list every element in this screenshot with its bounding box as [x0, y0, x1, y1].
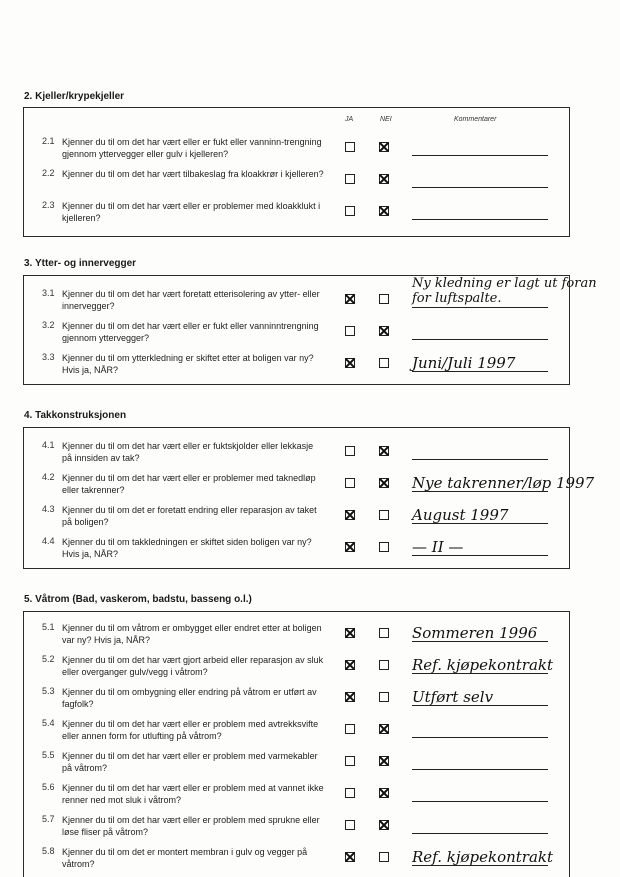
question-text: Kjenner du til om det er foretatt endring eller reparasjon av taket på boligen? [62, 505, 317, 527]
comment-line [412, 737, 548, 738]
comment-handwritten[interactable]: Utført selv [412, 688, 494, 706]
checkbox-ja[interactable] [345, 724, 355, 734]
checkbox-ja[interactable] [345, 326, 355, 336]
question-text: Kjenner du til om det har vært eller er fuktskjolder eller lekkasje på innsiden av tak? [62, 441, 314, 463]
question-text: Kjenner du til om ytterkledning er skiftet etter at boligen var ny? Hvis ja, NÅR? [62, 353, 314, 375]
question-row [24, 196, 571, 228]
question-row [24, 650, 571, 682]
question-number: 5.7 [42, 814, 55, 824]
question-text: Kjenner du til om takkledningen er skiftet siden boligen var ny? Hvis ja, NÅR? [62, 537, 312, 559]
question-number: 5.5 [42, 750, 55, 760]
checkbox-ja[interactable] [345, 510, 355, 520]
question-text: Kjenner du til om det har vært eller er problemer med kloakklukt i kjelleren? [62, 201, 321, 223]
question-text: Kjenner du til om det har vært gjort arbeid eller reparasjon av sluk eller overganger gulv/vegg i våtrom? [62, 655, 324, 677]
checkbox-ja[interactable] [345, 174, 355, 184]
section-box [23, 275, 597, 385]
comment-handwritten[interactable]: Juni/Juli 1997 [412, 354, 516, 372]
question-text: Kjenner du til om det har vært eller er problem med sprukne eller løse fliser på våtrom? [62, 815, 320, 837]
question-number: 5.6 [42, 782, 55, 792]
section-box [23, 427, 595, 569]
question-text: Kjenner du til om det har vært eller er problem med avtrekksvifte eller annen form for utlufting på våtrom? [62, 719, 319, 741]
section-title: 4. Takkonstruksjonen [24, 410, 127, 421]
checkbox-ja[interactable] [345, 478, 355, 488]
checkbox-nei[interactable] [379, 788, 389, 798]
question-number: 2.2 [42, 168, 55, 178]
checkbox-ja[interactable] [345, 446, 355, 456]
section-title: 5. Våtrom (Bad, vaskerom, badstu, basseng o.l.) [24, 594, 252, 605]
comment-handwritten[interactable]: August 1997 [412, 506, 509, 524]
checkbox-nei[interactable] [379, 478, 389, 488]
checkbox-ja[interactable] [345, 358, 355, 368]
checkbox-nei[interactable] [379, 446, 389, 456]
comment-line [412, 187, 548, 188]
checkbox-ja[interactable] [345, 206, 355, 216]
checkbox-nei[interactable] [379, 852, 389, 862]
section-title: 3. Ytter- og innervegger [24, 258, 137, 269]
comment-line [412, 339, 548, 340]
checkbox-nei[interactable] [379, 628, 389, 638]
checkbox-nei[interactable] [379, 724, 389, 734]
comment-line [412, 155, 548, 156]
section-box [23, 107, 570, 237]
checkbox-nei[interactable] [379, 142, 389, 152]
question-row [24, 436, 571, 468]
section-title: 2. Kjeller/krypekjeller [24, 91, 125, 102]
question-row [24, 682, 571, 714]
checkbox-ja[interactable] [345, 142, 355, 152]
question-number: 4.2 [42, 472, 55, 482]
question-number: 3.2 [42, 320, 55, 330]
checkbox-nei[interactable] [379, 820, 389, 830]
question-number: 3.1 [42, 288, 55, 298]
question-number: 3.3 [42, 352, 55, 362]
question-row [24, 132, 571, 164]
question-number: 4.1 [42, 440, 55, 450]
question-text: Kjenner du til om det har vært eller er fukt eller vanninntrengning gjennom yttervegger? [62, 321, 319, 343]
column-header-kommentarer: Kommentarer [454, 116, 497, 123]
question-text: Kjenner du til om det har vært eller er problem med varmekabler på våtrom? [62, 751, 318, 773]
checkbox-nei[interactable] [379, 692, 389, 702]
comment-handwritten[interactable]: Ref. kjøpekontrakt [412, 848, 554, 866]
section-box [23, 611, 570, 877]
question-row [24, 316, 571, 348]
comment-line [412, 801, 548, 802]
question-number: 5.8 [42, 846, 55, 856]
question-row [24, 778, 571, 810]
comment-line [412, 307, 548, 308]
checkbox-nei[interactable] [379, 206, 389, 216]
comment-handwritten[interactable]: — II — [412, 538, 464, 556]
checkbox-ja[interactable] [345, 820, 355, 830]
question-number: 5.1 [42, 622, 55, 632]
comment-handwritten[interactable]: Nye takrenner/løp 1997 [412, 474, 595, 492]
comment-handwritten[interactable]: Ref. kjøpekontrakt [412, 656, 554, 674]
checkbox-nei[interactable] [379, 358, 389, 368]
question-row [24, 164, 571, 196]
comment-line [412, 769, 548, 770]
column-header-ja: JA [345, 116, 354, 123]
question-row [24, 500, 571, 532]
question-number: 5.3 [42, 686, 55, 696]
comment-line [412, 833, 548, 834]
question-text: Kjenner du til om det har vært eller er fukt eller vanninn-trengning gjennom yttervegger eller gulv i kjelleren? [62, 137, 322, 159]
question-row [24, 276, 597, 316]
question-number: 5.4 [42, 718, 55, 728]
checkbox-ja[interactable] [345, 542, 355, 552]
column-header-nei: NEI [380, 116, 392, 123]
question-number: 4.3 [42, 504, 55, 514]
question-text: Kjenner du til om våtrom er ombygget eller endret etter at boligen var ny? Hvis ja, NÅR? [62, 623, 322, 645]
checkbox-ja[interactable] [345, 660, 355, 670]
checkbox-ja[interactable] [345, 852, 355, 862]
checkbox-ja[interactable] [345, 756, 355, 766]
checkbox-ja[interactable] [345, 628, 355, 638]
comment-handwritten[interactable]: Sommeren 1996 [412, 624, 538, 642]
question-text: Kjenner du til om ombygning eller endring på våtrom er utført av fagfolk? [62, 687, 317, 709]
checkbox-nei[interactable] [379, 294, 389, 304]
question-row [24, 468, 595, 500]
checkbox-nei[interactable] [379, 174, 389, 184]
comment-line [412, 459, 548, 460]
question-row [24, 746, 571, 778]
checkbox-ja[interactable] [345, 788, 355, 798]
question-number: 2.3 [42, 200, 55, 210]
checkbox-nei[interactable] [379, 542, 389, 552]
question-row [24, 532, 571, 564]
question-text: Kjenner du til om det har vært eller er problemer med taknedløp eller takrenner? [62, 473, 316, 495]
checkbox-nei[interactable] [379, 660, 389, 670]
question-number: 5.2 [42, 654, 55, 664]
question-row [24, 618, 571, 650]
checkbox-ja[interactable] [345, 692, 355, 702]
comment-handwritten[interactable]: Ny kledning er lagt ut foran for luftspalte. [412, 276, 597, 306]
question-number: 4.4 [42, 536, 55, 546]
checkbox-ja[interactable] [345, 294, 355, 304]
comment-line [412, 219, 548, 220]
question-row [24, 348, 571, 380]
question-text: Kjenner du til om det er montert membran i gulv og vegger på våtrom? [62, 847, 308, 869]
question-row [24, 714, 571, 746]
checkbox-nei[interactable] [379, 756, 389, 766]
checkbox-nei[interactable] [379, 326, 389, 336]
question-text: Kjenner du til om det har vært tilbakeslag fra kloakkrør i kjelleren? [62, 169, 324, 179]
question-text: Kjenner du til om det har vært eller er problem med at vannet ikke renner ned mot sluk i våtrom? [62, 783, 324, 805]
question-text: Kjenner du til om det har vært foretatt etterisolering av ytter- eller innervegger? [62, 289, 320, 311]
question-row [24, 810, 571, 842]
checkbox-nei[interactable] [379, 510, 389, 520]
question-number: 2.1 [42, 136, 55, 146]
question-row [24, 842, 571, 874]
